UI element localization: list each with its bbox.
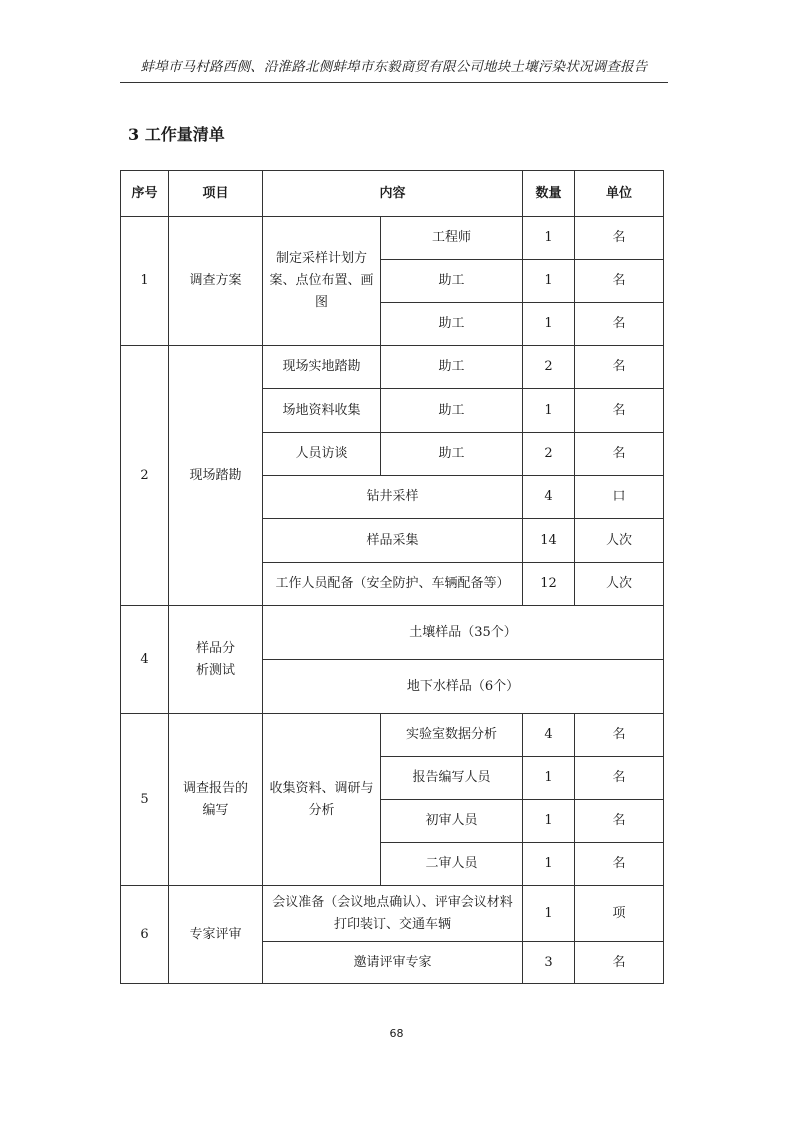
detail-cell: 初审人员: [381, 800, 523, 843]
workload-table: [120, 170, 664, 984]
detail-cell: 助工: [381, 433, 523, 476]
detail-cell: 报告编写人员: [381, 757, 523, 800]
table-row: [121, 217, 664, 260]
table-header-row: [121, 171, 664, 217]
detail-cell: 二审人员: [381, 843, 523, 886]
unit-cell: 名: [575, 433, 664, 476]
quantity-cell: 1: [523, 389, 575, 433]
detail-cell: 助工: [381, 303, 523, 346]
table-row: [121, 714, 664, 757]
quantity-cell: 1: [523, 303, 575, 346]
quantity-cell: 4: [523, 476, 575, 519]
detail-cell: 助工: [381, 260, 523, 303]
quantity-cell: 2: [523, 346, 575, 389]
table-row: [121, 886, 664, 942]
row-number-cell: 1: [121, 217, 169, 346]
header-cell-no: 序号: [121, 171, 169, 217]
content-cell: 收集资料、调研与分析: [263, 714, 381, 886]
row-number-cell: 5: [121, 714, 169, 886]
quantity-cell: 3: [523, 942, 575, 984]
content-cell: 制定采样计划方案、点位布置、画图: [263, 217, 381, 346]
content-cell: 场地资料收集: [263, 389, 381, 433]
unit-cell: 名: [575, 346, 664, 389]
quantity-cell: 1: [523, 800, 575, 843]
row-number-cell: 2: [121, 346, 169, 606]
content-cell: 人员访谈: [263, 433, 381, 476]
unit-cell: 项: [575, 886, 664, 942]
content-cell: 土壤样品（35个）: [263, 606, 664, 660]
content-cell: 工作人员配备（安全防护、车辆配备等）: [263, 563, 523, 606]
header-cell-unit: 单位: [575, 171, 664, 217]
unit-cell: 人次: [575, 519, 664, 563]
unit-cell: 人次: [575, 563, 664, 606]
content-cell: 现场实地踏勘: [263, 346, 381, 389]
unit-cell: 名: [575, 217, 664, 260]
detail-cell: 工程师: [381, 217, 523, 260]
quantity-cell: 1: [523, 260, 575, 303]
detail-cell: 实验室数据分析: [381, 714, 523, 757]
quantity-cell: 14: [523, 519, 575, 563]
content-cell: 样品采集: [263, 519, 523, 563]
unit-cell: 名: [575, 843, 664, 886]
content-cell: 邀请评审专家: [263, 942, 523, 984]
unit-cell: 口: [575, 476, 664, 519]
unit-cell: 名: [575, 389, 664, 433]
content-cell: 钻井采样: [263, 476, 523, 519]
row-number-cell: 4: [121, 606, 169, 714]
quantity-cell: 1: [523, 757, 575, 800]
item-cell: 样品分析测试: [169, 606, 263, 714]
content-cell: 会议准备（会议地点确认）、评审会议材料打印装订、交通车辆: [263, 886, 523, 942]
header-cell-item: 项目: [169, 171, 263, 217]
quantity-cell: 4: [523, 714, 575, 757]
item-cell: 调查报告的编写: [169, 714, 263, 886]
item-cell: 专家评审: [169, 886, 263, 984]
unit-cell: 名: [575, 757, 664, 800]
unit-cell: 名: [575, 800, 664, 843]
item-cell: 现场踏勘: [169, 346, 263, 606]
unit-cell: 名: [575, 714, 664, 757]
header-cell-content: 内容: [263, 171, 523, 217]
unit-cell: 名: [575, 303, 664, 346]
table-row: [121, 346, 664, 389]
header-cell-qty: 数量: [523, 171, 575, 217]
detail-cell: 助工: [381, 346, 523, 389]
item-cell: 调查方案: [169, 217, 263, 346]
quantity-cell: 2: [523, 433, 575, 476]
content-cell: 地下水样品（6个）: [263, 660, 664, 714]
unit-cell: 名: [575, 942, 664, 984]
header-divider: [120, 82, 668, 83]
quantity-cell: 1: [523, 217, 575, 260]
quantity-cell: 12: [523, 563, 575, 606]
page-header-title: 蚌埠市马村路西侧、沿淮路北侧蚌埠市东毅商贸有限公司地块土壤污染状况调查报告: [140, 59, 648, 75]
detail-cell: 助工: [381, 389, 523, 433]
quantity-cell: 1: [523, 886, 575, 942]
table-row: [121, 606, 664, 660]
unit-cell: 名: [575, 260, 664, 303]
quantity-cell: 1: [523, 843, 575, 886]
section-title: 3 工作量清单: [128, 125, 225, 144]
row-number-cell: 6: [121, 886, 169, 984]
page-number: 68: [389, 1027, 404, 1040]
